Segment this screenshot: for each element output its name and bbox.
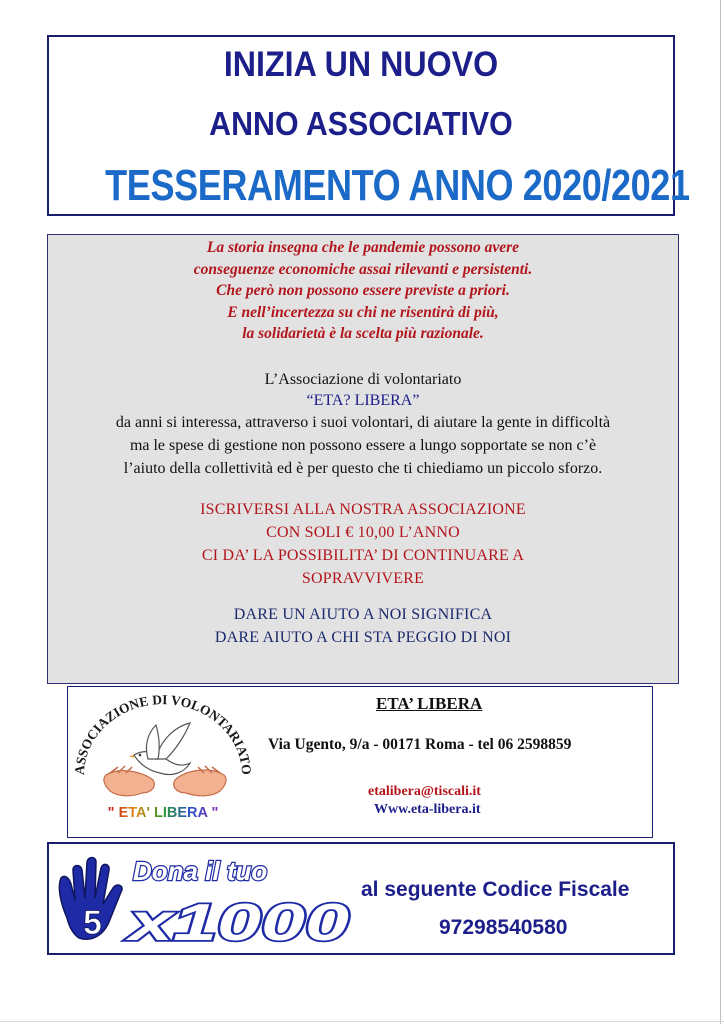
header-line-2: ANNO ASSOCIATIVO [209,105,513,142]
appeal-red-line: CI DA’ LA POSSIBILITA’ DI CONTINUARE A [201,547,525,564]
quote-line: La storia insegna che le pandemie possono avere [206,239,520,256]
header-line-1: INIZIA UN NUOVO [223,45,499,84]
quote-block [48,237,678,345]
dona-text: Dona il tuo [133,856,268,886]
quote-line: E nell’incertezza su chi ne risentirà di più, [227,303,499,321]
contact-box [67,686,653,838]
appeal-blue-line: DARE UN AIUTO A NOI SIGNIFICA [233,606,493,623]
appeal-red-line: SOPRAVVIVERE [301,570,425,587]
appeal-blue-line: DARE AIUTO A CHI STA PEGGIO DI NOI [214,629,512,646]
logo-arc-text: ASSOCIAZIONE DI VOLONTARIATO [71,693,255,776]
fiscal-code-value: 97298540580 [439,916,568,939]
logo-name-text: " ETA' LIBERA " [107,805,219,821]
dove-icon [129,723,190,775]
quote-line: la solidarietà è la scelta più razionale. [242,325,484,342]
contact-email-link[interactable]: etalibera@tiscali.it [368,784,481,799]
hand-digit: 5 [83,904,102,942]
body-line: ma le spese di gestione non possono essere a lungo sopportate se non c’è [129,437,597,454]
contact-name: ETA’ LIBERA [376,694,483,713]
appeal-red-line: CON SOLI € 10,00 L’ANNO [266,524,460,541]
fiscal-code-label: al seguente Codice Fiscale [361,878,630,901]
association-block [48,369,678,411]
association-logo [70,693,256,835]
contact-website-link[interactable]: Www.eta-libera.it [374,802,481,817]
appeal-red-line: ISCRIVERSI ALLA NOSTRA ASSOCIAZIONE [200,501,526,518]
page-edge-right [720,0,721,1024]
page-edge-bottom [0,1021,724,1022]
dona-5x1000-graphic [53,848,353,952]
quote-line: conseguenze economiche assai rilevanti e persistenti. [193,260,533,278]
association-intro: L’Associazione di volontariato [264,371,462,388]
donation-box [47,842,675,955]
message-box [47,234,679,684]
appeal-blue-block [48,603,678,649]
x1000-text: x1000 [124,894,350,952]
body-line: da anni si interessa, attraverso i suoi volontari, di aiutare la gente in difficoltà [115,414,611,431]
hand-five-icon [59,858,122,943]
header-box [47,35,690,216]
contact-address: Via Ugento, 9/a - 00171 Roma - tel 06 2598859 [268,736,572,753]
body-line: l’aiuto della collettività ed è per questo che ti chiediamo un piccolo sforzo. [123,460,603,477]
header-line-3: TESSERAMENTO ANNO 2020/2021 [105,161,690,210]
appeal-red-block [48,498,678,590]
association-name: “ETA? LIBERA” [306,392,420,409]
body-paragraph [48,411,678,480]
quote-line: Che però non possono essere previste a priori. [216,282,510,299]
